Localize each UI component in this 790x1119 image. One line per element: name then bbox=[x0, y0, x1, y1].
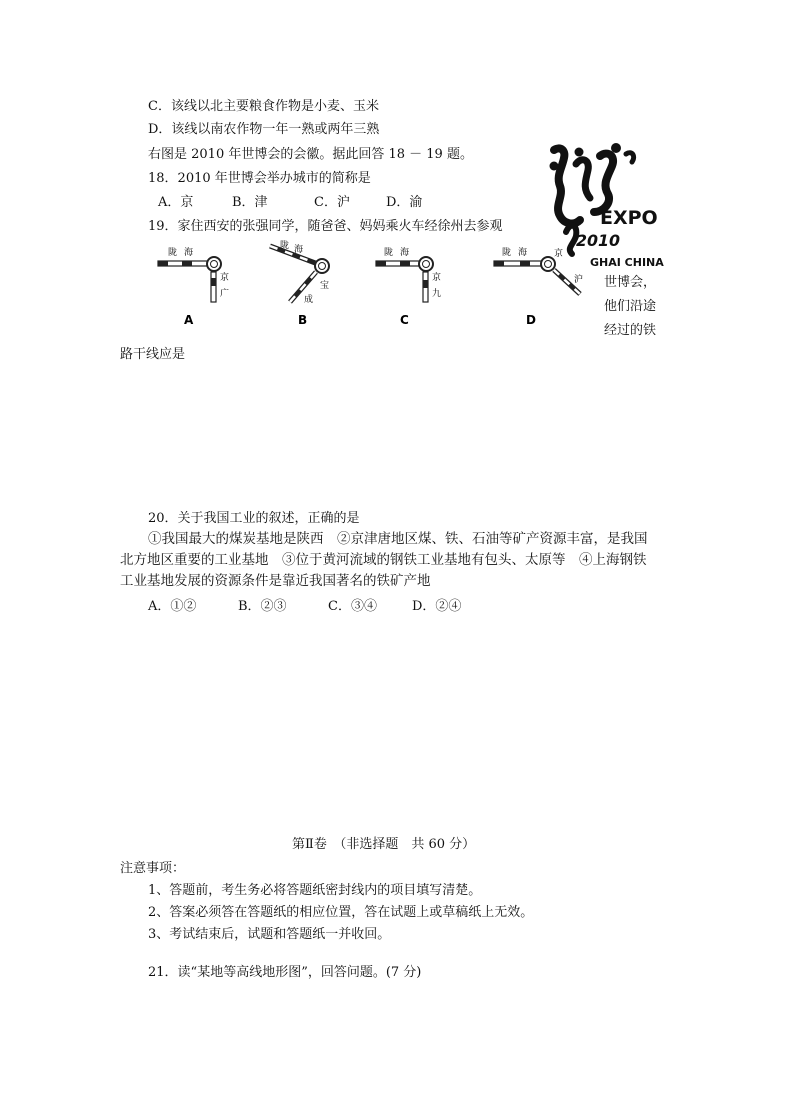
diagram-c-line2: 海 bbox=[400, 248, 410, 258]
logo-city-text: GHAI CHINA bbox=[590, 256, 664, 269]
q21-stem: 21．读“某地等高线地形图”，回答问题。(7 分) bbox=[148, 965, 422, 980]
notice-item-3: 3、考试结束后，试题和答题纸一并收回。 bbox=[148, 927, 391, 942]
q17-option-c: C．该线以北主要粮食作物是小麦、玉米 bbox=[148, 99, 379, 114]
q18-stem: 18．2010 年世博会举办城市的简称是 bbox=[148, 171, 371, 186]
q18-option-d: D．渝 bbox=[386, 195, 423, 210]
diagram-b-city1: 宝 bbox=[320, 281, 330, 291]
expo-2010-logo bbox=[546, 140, 666, 270]
q19-continuation-2: 他们沿途 bbox=[604, 299, 657, 314]
intro-18-19: 右图是 2010 年世博会的会徽。据此回答 18 － 19 题。 bbox=[148, 147, 473, 162]
logo-year-text: 2010 bbox=[576, 231, 620, 250]
diagram-a-line1: 陇 bbox=[168, 248, 178, 258]
q17-option-d: D．该线以南农作物一年一熟或两年三熟 bbox=[148, 122, 380, 137]
logo-expo-text: EXPO bbox=[600, 207, 658, 229]
diagram-a bbox=[158, 246, 229, 327]
diagram-b-city2: 成 bbox=[304, 295, 314, 305]
diagram-c bbox=[376, 246, 441, 327]
part2-title: 第Ⅱ卷 （非选择题 共 60 分） bbox=[292, 837, 476, 852]
diagram-b-label: B bbox=[298, 313, 308, 327]
q20-option-a: A．①② bbox=[148, 599, 197, 614]
diagram-c-city1: 京 bbox=[432, 273, 442, 283]
diagram-b-line2: 海 bbox=[294, 245, 304, 255]
diagram-d-city2: 沪 bbox=[574, 275, 584, 285]
diagram-a-line2: 海 bbox=[184, 248, 194, 258]
q19-tail: 路干线应是 bbox=[120, 347, 186, 362]
diagram-b bbox=[270, 239, 329, 327]
q20-option-b: B．②③ bbox=[238, 599, 287, 614]
q18-option-b: B．津 bbox=[232, 195, 268, 210]
q19-continuation-3: 经过的铁 bbox=[604, 323, 657, 338]
q19-stem: 19．家住西安的张强同学，随爸爸、妈妈乘火车经徐州去参观 bbox=[148, 219, 503, 234]
diagram-d-line1: 陇 bbox=[502, 248, 512, 258]
q20-option-d: D．②④ bbox=[412, 599, 462, 614]
diagram-d-label: D bbox=[526, 313, 536, 327]
q20-stem: 20．关于我国工业的叙述，正确的是 bbox=[148, 511, 360, 526]
q20-line-3: 工业基地发展的资源条件是靠近我国著名的铁矿产地 bbox=[120, 573, 431, 589]
expo-emblem-icon bbox=[546, 140, 666, 270]
diagram-a-label: A bbox=[184, 313, 194, 327]
q20-option-c: C．③④ bbox=[328, 599, 377, 614]
q18-option-c: C．沪 bbox=[314, 195, 350, 210]
notice-item-2: 2、答案必须答在答题纸的相应位置，答在试题上或草稿纸上无效。 bbox=[148, 905, 534, 920]
diagram-a-city1: 京 bbox=[220, 273, 230, 283]
diagram-d-city1: 京 bbox=[554, 249, 564, 259]
diagram-b-line1: 陇 bbox=[280, 241, 290, 251]
diagram-c-line1: 陇 bbox=[384, 248, 394, 258]
diagram-c-city2: 九 bbox=[432, 289, 442, 299]
diagram-a-city2: 广 bbox=[220, 289, 230, 299]
q18-option-a: A．京 bbox=[158, 195, 194, 210]
diagram-c-label: C bbox=[400, 313, 409, 327]
q19-continuation-1: 世博会， bbox=[604, 275, 657, 290]
notice-item-1: 1、答题前，考生务必将答题纸密封线内的项目填写清楚。 bbox=[148, 883, 482, 898]
q20-line-2: 北方地区重要的工业基地 ③位于黄河流域的钢铁工业基地有包头、太原等 ④上海钢铁 bbox=[120, 552, 647, 568]
railway-diagrams bbox=[150, 238, 610, 330]
diagram-d-line2: 海 bbox=[518, 248, 528, 258]
notice-heading: 注意事项： bbox=[120, 861, 186, 876]
q20-line-1: ①我国最大的煤炭基地是陕西 ②京津唐地区煤、铁、石油等矿产资源丰富，是我国 bbox=[148, 531, 648, 547]
